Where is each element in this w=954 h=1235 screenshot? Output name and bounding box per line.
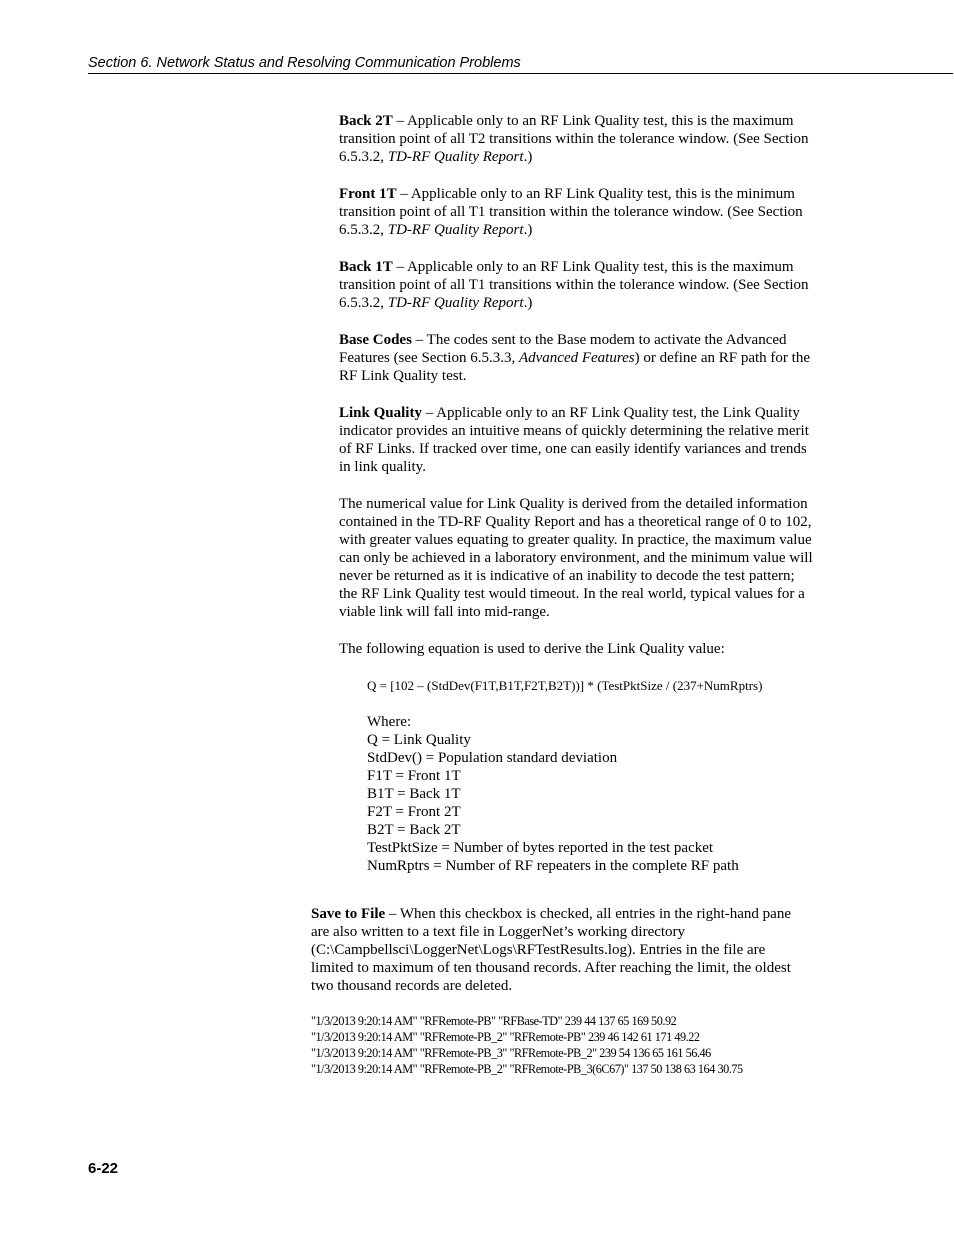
definition-ref: TD-RF Quality Report [387,149,524,165]
where-line: Where: [367,714,412,730]
definition-save-to-file [311,905,801,995]
save-to-file-section [311,905,801,995]
definition-term: Back 2T [339,113,393,129]
definition-term: Base Codes [339,332,412,348]
definition-text: – The codes sent to the Base modem to activate the Advanced Features (see Section 6.5.3.3, [339,332,787,366]
definition-text: – Applicable only to an RF Link Quality test, this is the minimum transition point of all T1 transition within the tolerance window. (See Section 6.5.3.2, [339,186,803,238]
where-line: F1T = Front 1T [367,768,461,784]
definition-back-1t [339,258,814,312]
log-line: "1/3/2013 9:20:14 AM" "RFRemote-PB_3" "RFRemote-PB_2" 239 54 136 65 161 56.46 [311,1046,711,1060]
definition-end: .) [523,149,533,165]
paragraph-numerical-value: The numerical value for Link Quality is derived from the detailed information contained in the TD-RF Quality Report and has a theoretical range of 0 to 102, with greater values equating to greater quality. In practice, the maximum value can only be achieved in a laboratory environment, and the minimum value will never be returned as it is indicative of an inability to decode the test pattern; the RF Link Quality test would timeout. In the real world, typical values for a viable link will fall into mid-range. [339,496,813,620]
log-file-sample [311,1013,831,1077]
definition-term: Link Quality [339,405,422,421]
where-line: StdDev() = Population standard deviation [367,750,618,766]
definition-text: – Applicable only to an RF Link Quality test, the Link Quality indicator provides an intuitive means of quickly determining the relative merit of RF Links. If tracked over time, one can easily identify variances and trends in link quality. [339,405,809,475]
definition-ref: TD-RF Quality Report [387,222,524,238]
where-line: NumRptrs = Number of RF repeaters in the complete RF path [367,858,739,874]
definition-end: .) [523,295,533,311]
link-quality-equation: Q = [102 – (StdDev(F1T,B1T,F2T,B2T))] * (TestPktSize / (237+NumRptrs) [367,678,763,693]
where-line: F2T = Front 2T [367,804,461,820]
definition-term: Front 1T [339,186,397,202]
definition-link-quality [339,404,814,476]
definition-back-2t [339,112,814,166]
page-number: 6-22 [88,1160,119,1177]
definition-front-1t [339,185,814,239]
paragraph-equation-intro: The following equation is used to derive the Link Quality value: [339,641,725,657]
definition-text: – Applicable only to an RF Link Quality test, this is the maximum transition point of all T1 transitions within the tolerance window. (See Section 6.5.3.2, [339,259,809,311]
definition-term: Back 1T [339,259,393,275]
definition-term: Save to File [311,906,386,922]
definition-ref: Advanced Features [518,350,635,366]
main-content [339,112,814,893]
definition-base-codes [339,331,814,385]
definition-ref: TD-RF Quality Report [387,295,524,311]
definition-text: – Applicable only to an RF Link Quality test, this is the maximum transition point of all T2 transitions within the tolerance window. (See Section 6.5.3.2, [339,113,809,165]
where-line: Q = Link Quality [367,732,471,748]
where-line: B1T = Back 1T [367,786,461,802]
log-line: "1/3/2013 9:20:14 AM" "RFRemote-PB" "RFBase-TD" 239 44 137 65 169 50.92 [311,1014,677,1028]
definition-text: – When this checkbox is checked, all entries in the right-hand pane are also written to a text file in LoggerNet’s working directory (C:\Campbellsci\LoggerNet\Logs\RFTestResults.log). Entries in the file are limited to maximum of ten thousand records. After reaching the limit, the oldest two thousand records are deleted. [311,906,791,994]
log-line: "1/3/2013 9:20:14 AM" "RFRemote-PB_2" "RFRemote-PB_3(6C67)" 137 50 138 63 164 30.75 [311,1062,743,1076]
definition-end: ) or define an RF path for the RF Link Quality test. [339,350,810,384]
definition-end: .) [523,222,533,238]
running-header: Section 6. Network Status and Resolving Communication Problems [88,55,953,74]
where-line: TestPktSize = Number of bytes reported in the test packet [367,840,714,856]
equation-variable-list [367,713,814,875]
where-line: B2T = Back 2T [367,822,461,838]
log-line: "1/3/2013 9:20:14 AM" "RFRemote-PB_2" "RFRemote-PB" 239 46 142 61 171 49.22 [311,1030,700,1044]
